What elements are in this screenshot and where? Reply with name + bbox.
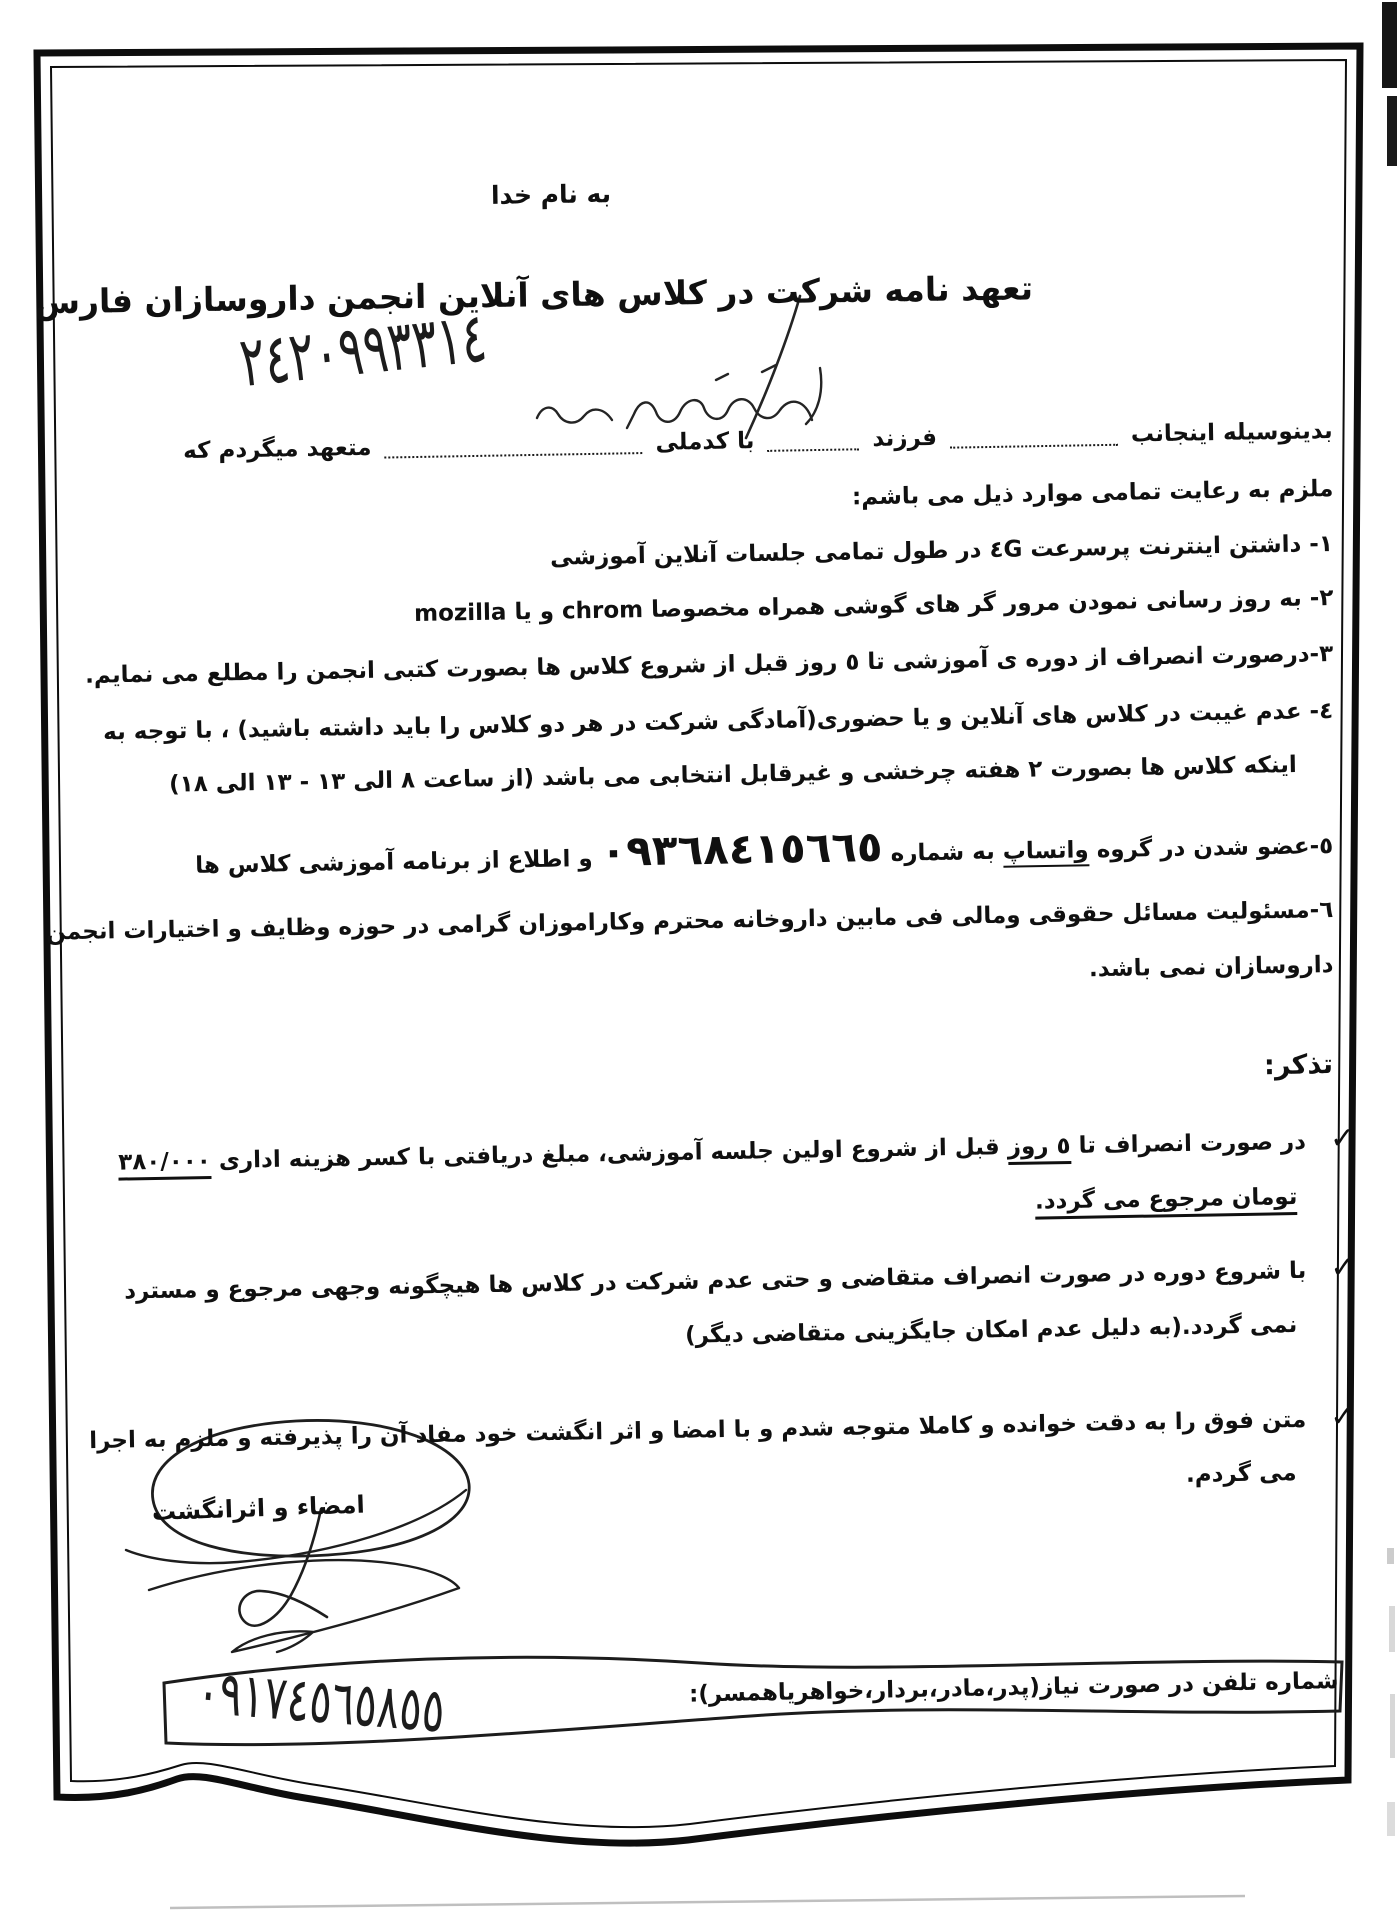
notice-1-underlined-days: ٥ روز — [1007, 1133, 1070, 1165]
item-5-mid: به شماره — [882, 838, 995, 867]
intro-part-3: با کدملی — [655, 428, 755, 456]
notice-heading: تذکر: — [1263, 1049, 1334, 1082]
scan-artifact-right-low-1 — [1387, 1548, 1394, 1564]
item-5-suffix: و اطلاع از برنامه آموزشی کلاس ها — [194, 845, 593, 879]
notice-3-text: متن فوق را به دقت خوانده و کاملا متوجه شدم و با امضا و اثر انگشت خود مفاد آن را پذیرفته و ملزم به اجرا — [88, 1406, 1307, 1455]
notice-1-part-2: قبل از شروع اولین جلسه آموزشی، مبلغ دریافتی با کسر هزینه اداری — [210, 1134, 1000, 1174]
notice-1-underlined-amount: ٣٨٠/٠٠٠ — [118, 1148, 211, 1181]
phone-box-label: شماره تلفن در صورت نیاز(پدر،مادر،بردار،خواهریاهمسر): — [689, 1668, 1340, 1708]
document-title: تعهد نامه شرکت در کلاس های آنلاین انجمن داروسازان فارس — [34, 268, 1034, 322]
item-1: ١- داشتن اینترنت پرسرعت ٤G در طول تمامی جلسات آنلاین آموزشی — [549, 531, 1334, 571]
checkmark-icon: ✓ — [1329, 1121, 1356, 1157]
item-6-line-2: داروسازان نمی باشد. — [1088, 952, 1334, 983]
handwritten-father-scribble — [537, 408, 612, 423]
scan-artifact-right-low-2 — [1389, 1606, 1395, 1652]
item-4-line-2: اینکه کلاس ها بصورت ٢ هفته چرخشی و غیرقابل انتخابی می باشد (از ساعت ٨ الی ١٣ - ١٣ الی ١٨) — [169, 752, 1298, 798]
checkmark-icon: ✓ — [1329, 1250, 1356, 1286]
bismillah-text: به نام خدا — [490, 179, 612, 210]
item-2: ٢- به روز رسانی نمودن مرور گر های گوشی همراه مخصوصا chrom و یا mozilla — [413, 585, 1334, 628]
item-5-prefix: ٥-عضو شدن در گروه — [1088, 833, 1334, 864]
handwritten-national-id: ٢٤٢٠٩٩٣٣١٤ — [236, 296, 491, 403]
item-3: ٣-درصورت انصراف از دوره ی آموزشی تا ٥ روز قبل از شروع کلاس ها بصورت کتبی انجمن را مطلع می نمایم. — [84, 641, 1334, 689]
national-id-field-dots — [385, 428, 643, 458]
intro-part-1: بدینوسیله اینجانب — [1130, 418, 1334, 448]
scan-artifact-top-right-2 — [1387, 96, 1397, 166]
notice-item-1-line-2 — [1034, 1180, 1297, 1220]
father-field-dots — [767, 424, 859, 452]
item-4-line-1: ٤- عدم غیبت در کلاس های آنلاین و یا حضوری(آمادگی شرکت در هر دو کلاس را باید داشته باشید) ، با توجه به — [102, 698, 1334, 746]
notice-item-3-line-2: می گردم. — [1186, 1460, 1298, 1488]
scan-artifact-bottom-line — [170, 1896, 1245, 1908]
notice-1-part-1: در صورت انصراف تا — [1070, 1128, 1307, 1159]
scan-artifact-right-low-4 — [1387, 1802, 1395, 1836]
scan-artifact-right-low-3 — [1390, 1694, 1395, 1758]
item-6-line-1: ٦-مسئولیت مسائل حقوقی ومالی فی مابین داروخانه محترم وکاراموزان گرامی در حوزه وظایف و اختیارات انجمن — [45, 897, 1334, 946]
notice-item-2-line-2: نمی گردد.(به دلیل عدم امکان جایگزینی متقاضی دیگر) — [684, 1312, 1298, 1349]
scan-artifact-top-right-1 — [1382, 2, 1397, 88]
handwritten-signature-flourish — [149, 1560, 459, 1652]
item-5-whatsapp-word: واتساپ — [1002, 837, 1088, 867]
name-field-dots — [950, 420, 1118, 449]
intro-line-2: ملزم به رعایت تمامی موارد ذیل می باشم: — [851, 476, 1334, 511]
signature-area-label: امضاء و اثرانگشت — [151, 1490, 366, 1526]
intro-part-2: فرزند — [872, 424, 938, 453]
notice-2-text: با شروع دوره در صورت انصراف متقاضی و حتی عدم شرکت در کلاس ها هیچگونه وجهی مرجوع و مسترد — [123, 1257, 1307, 1305]
notice-1-underlined-refund: تومان مرجوع می گردد. — [1034, 1184, 1297, 1220]
handwritten-name-scribble — [627, 365, 821, 428]
whatsapp-group-number: ٠٩٣٦٨٤١٥٦٦٥ — [600, 821, 883, 876]
intro-part-4: متعهد میگردم که — [183, 434, 373, 465]
checkmark-icon: ✓ — [1329, 1399, 1356, 1435]
handwritten-emergency-phone: ٠٩١٧٤٥٦٥٨٥٥ — [194, 1656, 448, 1747]
